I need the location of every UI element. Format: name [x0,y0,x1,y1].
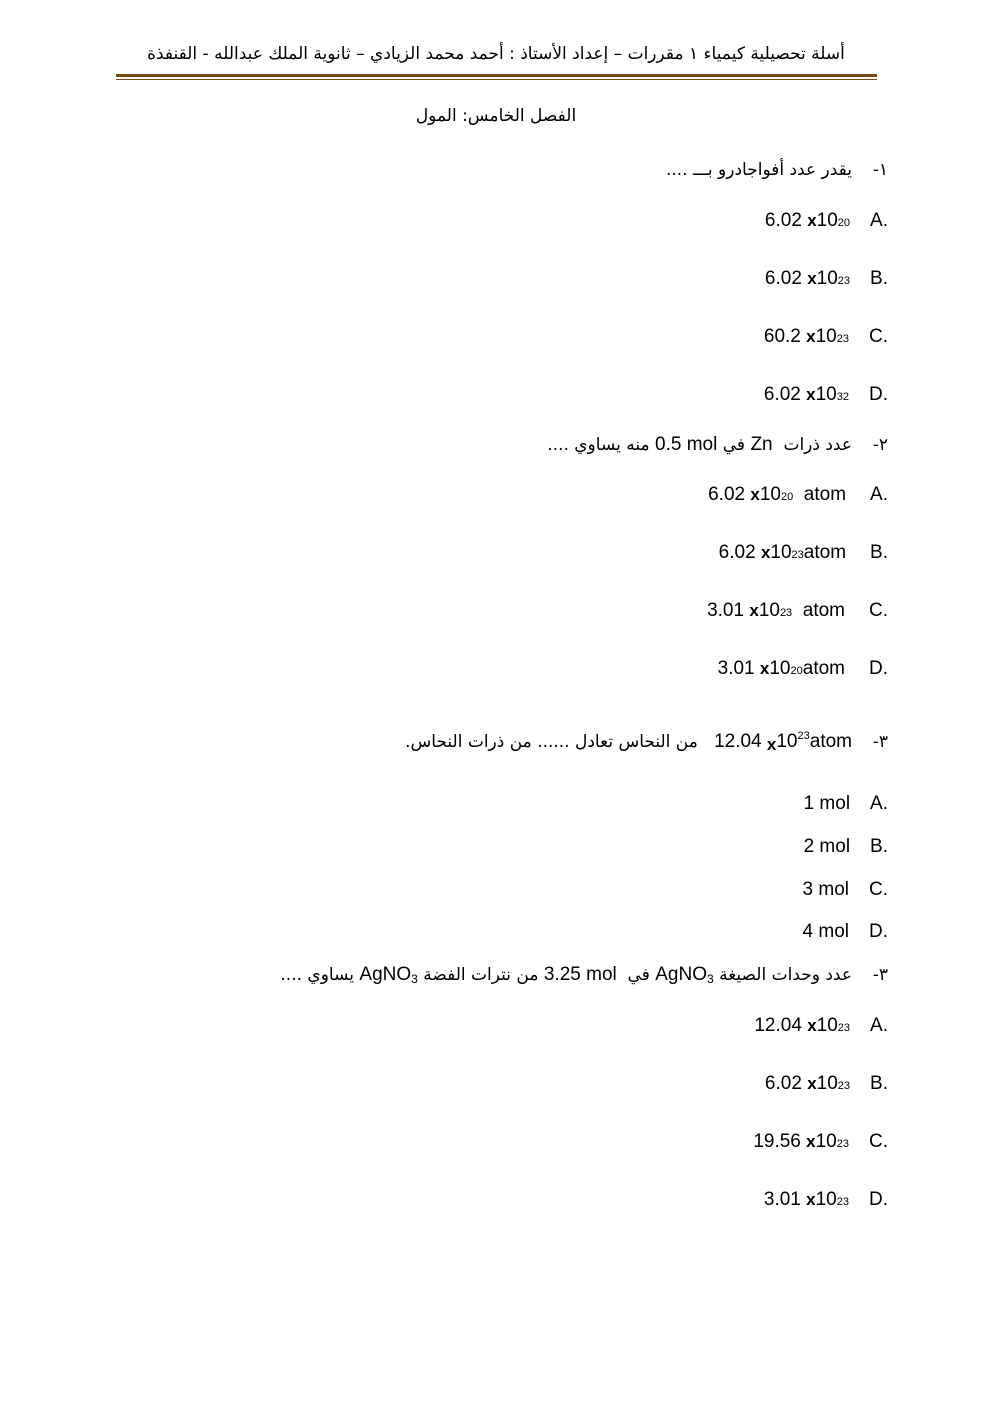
chapter-title: الفصل الخامس: المول [415,106,577,126]
option-letter: B. [870,268,888,289]
unit: atom [803,484,847,505]
mantissa: 12.04 [754,1015,802,1036]
option-1a[interactable] [765,210,888,232]
option-value: 1 mol [803,793,851,814]
option-4c[interactable] [753,1131,888,1153]
times-sign: x [806,327,816,346]
option-3a[interactable] [804,793,888,815]
mantissa: 19.56 [753,1131,801,1152]
option-letter: A. [870,1015,888,1036]
option-1d[interactable] [764,384,888,406]
times-sign: x [807,211,817,230]
quantity: 12.04 $x10^{23}atom$ [714,730,852,754]
base: 10 [816,1073,838,1094]
amount: 3.25 mol [543,964,617,985]
formula: AgNO$_3$ [359,964,418,986]
option-2c[interactable] [707,600,888,622]
times-sign: x [807,269,817,288]
option-letter: B. [870,836,888,857]
base: 10 [815,1189,837,1210]
option-letter: A. [870,210,888,231]
times-sign: x [806,1132,816,1151]
question-number: ٢- [872,435,888,455]
option-4b[interactable] [765,1073,888,1095]
base: 10 [815,326,837,347]
option-1b[interactable] [765,268,888,290]
question-4 [280,964,888,986]
option-3d[interactable] [803,921,888,943]
question-text: 12.04 $x10^{23}atom$ من النحاس تعادل ...... من ذرات النحاس. [405,730,852,754]
base: 10 [816,1015,838,1036]
times-sign: x [807,1074,817,1093]
exponent: 23 [779,607,793,619]
amount: 0.5 mol [655,434,718,455]
element-symbol: Zn [750,434,773,455]
question-text: يقدر عدد أفواجادرو بـــ .... [665,160,852,180]
mantissa: 60.2 [763,326,801,347]
option-2d[interactable] [718,658,888,680]
option-letter: C. [869,879,888,900]
times-sign: x [759,659,770,678]
exponent: 20 [837,217,851,229]
question-number: ٣- [872,732,888,752]
exponent: 20 [790,665,803,677]
option-4a[interactable] [754,1015,888,1037]
question-3 [405,730,888,755]
option-letter: C. [869,326,888,347]
unit: atom [802,600,845,621]
option-letter: D. [869,384,888,405]
option-letter: C. [869,600,888,621]
mantissa: 3.01 [763,1189,801,1210]
option-1c[interactable] [764,326,888,348]
exponent: 20 [780,491,794,503]
mantissa: 3.01 [717,658,755,679]
option-letter: C. [869,1131,888,1152]
option-letter: A. [870,793,888,814]
header-rule-thin [116,79,877,80]
option-letter: A. [870,484,888,505]
question-2 [547,434,888,456]
times-sign: x [806,385,816,404]
option-letter: D. [869,658,888,679]
times-sign: x [750,485,760,504]
exponent: 23 [837,275,851,287]
formula: AgNO$_3$ [655,964,714,986]
mantissa: 6.02 [763,384,801,405]
unit: atom [802,658,845,679]
option-letter: B. [870,1073,888,1094]
option-letter: D. [869,921,888,942]
mantissa: 6.02 [764,1073,802,1094]
times-sign: x [760,543,771,562]
times-sign: x [749,601,759,620]
base: 10 [758,600,780,621]
mantissa: 6.02 [708,484,746,505]
base: 10 [770,542,792,563]
base: 10 [816,210,838,231]
times-sign: x [807,1016,817,1035]
mantissa: 6.02 [764,268,802,289]
mantissa: 3.01 [707,600,745,621]
option-3b[interactable] [804,836,888,858]
base: 10 [759,484,781,505]
exponent: 32 [836,391,849,403]
option-value: 2 mol [803,836,851,857]
base: 10 [815,1131,837,1152]
option-3c[interactable] [803,879,888,901]
base: 10 [769,658,791,679]
option-value: 4 mol [802,921,849,942]
base: 10 [816,268,838,289]
exponent: 23 [836,1196,849,1208]
question-1 [666,160,888,180]
header-rule-thick [116,74,877,77]
option-letter: B. [870,542,888,563]
exponent: 23 [837,1022,851,1034]
option-2b[interactable] [719,542,888,564]
question-text: عدد وحدات الصيغة AgNO$_3$ في 3.25 mol من نترات الفضة AgNO$_3$ يساوي .... [280,964,852,986]
unit: atom [803,542,847,563]
option-2a[interactable] [708,484,888,506]
exponent: 23 [837,1080,851,1092]
times-sign: x [806,1190,816,1209]
option-letter: D. [869,1189,888,1210]
question-number: ٣- [872,965,888,985]
mantissa: 6.02 [718,542,756,563]
exponent: 23 [836,1138,849,1150]
exponent: 23 [791,549,804,561]
exponent: 23 [836,333,849,345]
mantissa: 6.02 [764,210,802,231]
page-header: أسلة تحصيلية كيمياء ١ مقررات – إعداد الأستاذ : أحمد محمد الزيادي – ثانوية الملك عبدالله - القنفذة [147,44,845,64]
question-number: ١- [872,160,888,180]
option-4d[interactable] [764,1189,888,1211]
base: 10 [815,384,837,405]
option-value: 3 mol [802,879,849,900]
question-text: عدد ذرات Zn في 0.5 mol منه يساوي .... [547,434,852,455]
